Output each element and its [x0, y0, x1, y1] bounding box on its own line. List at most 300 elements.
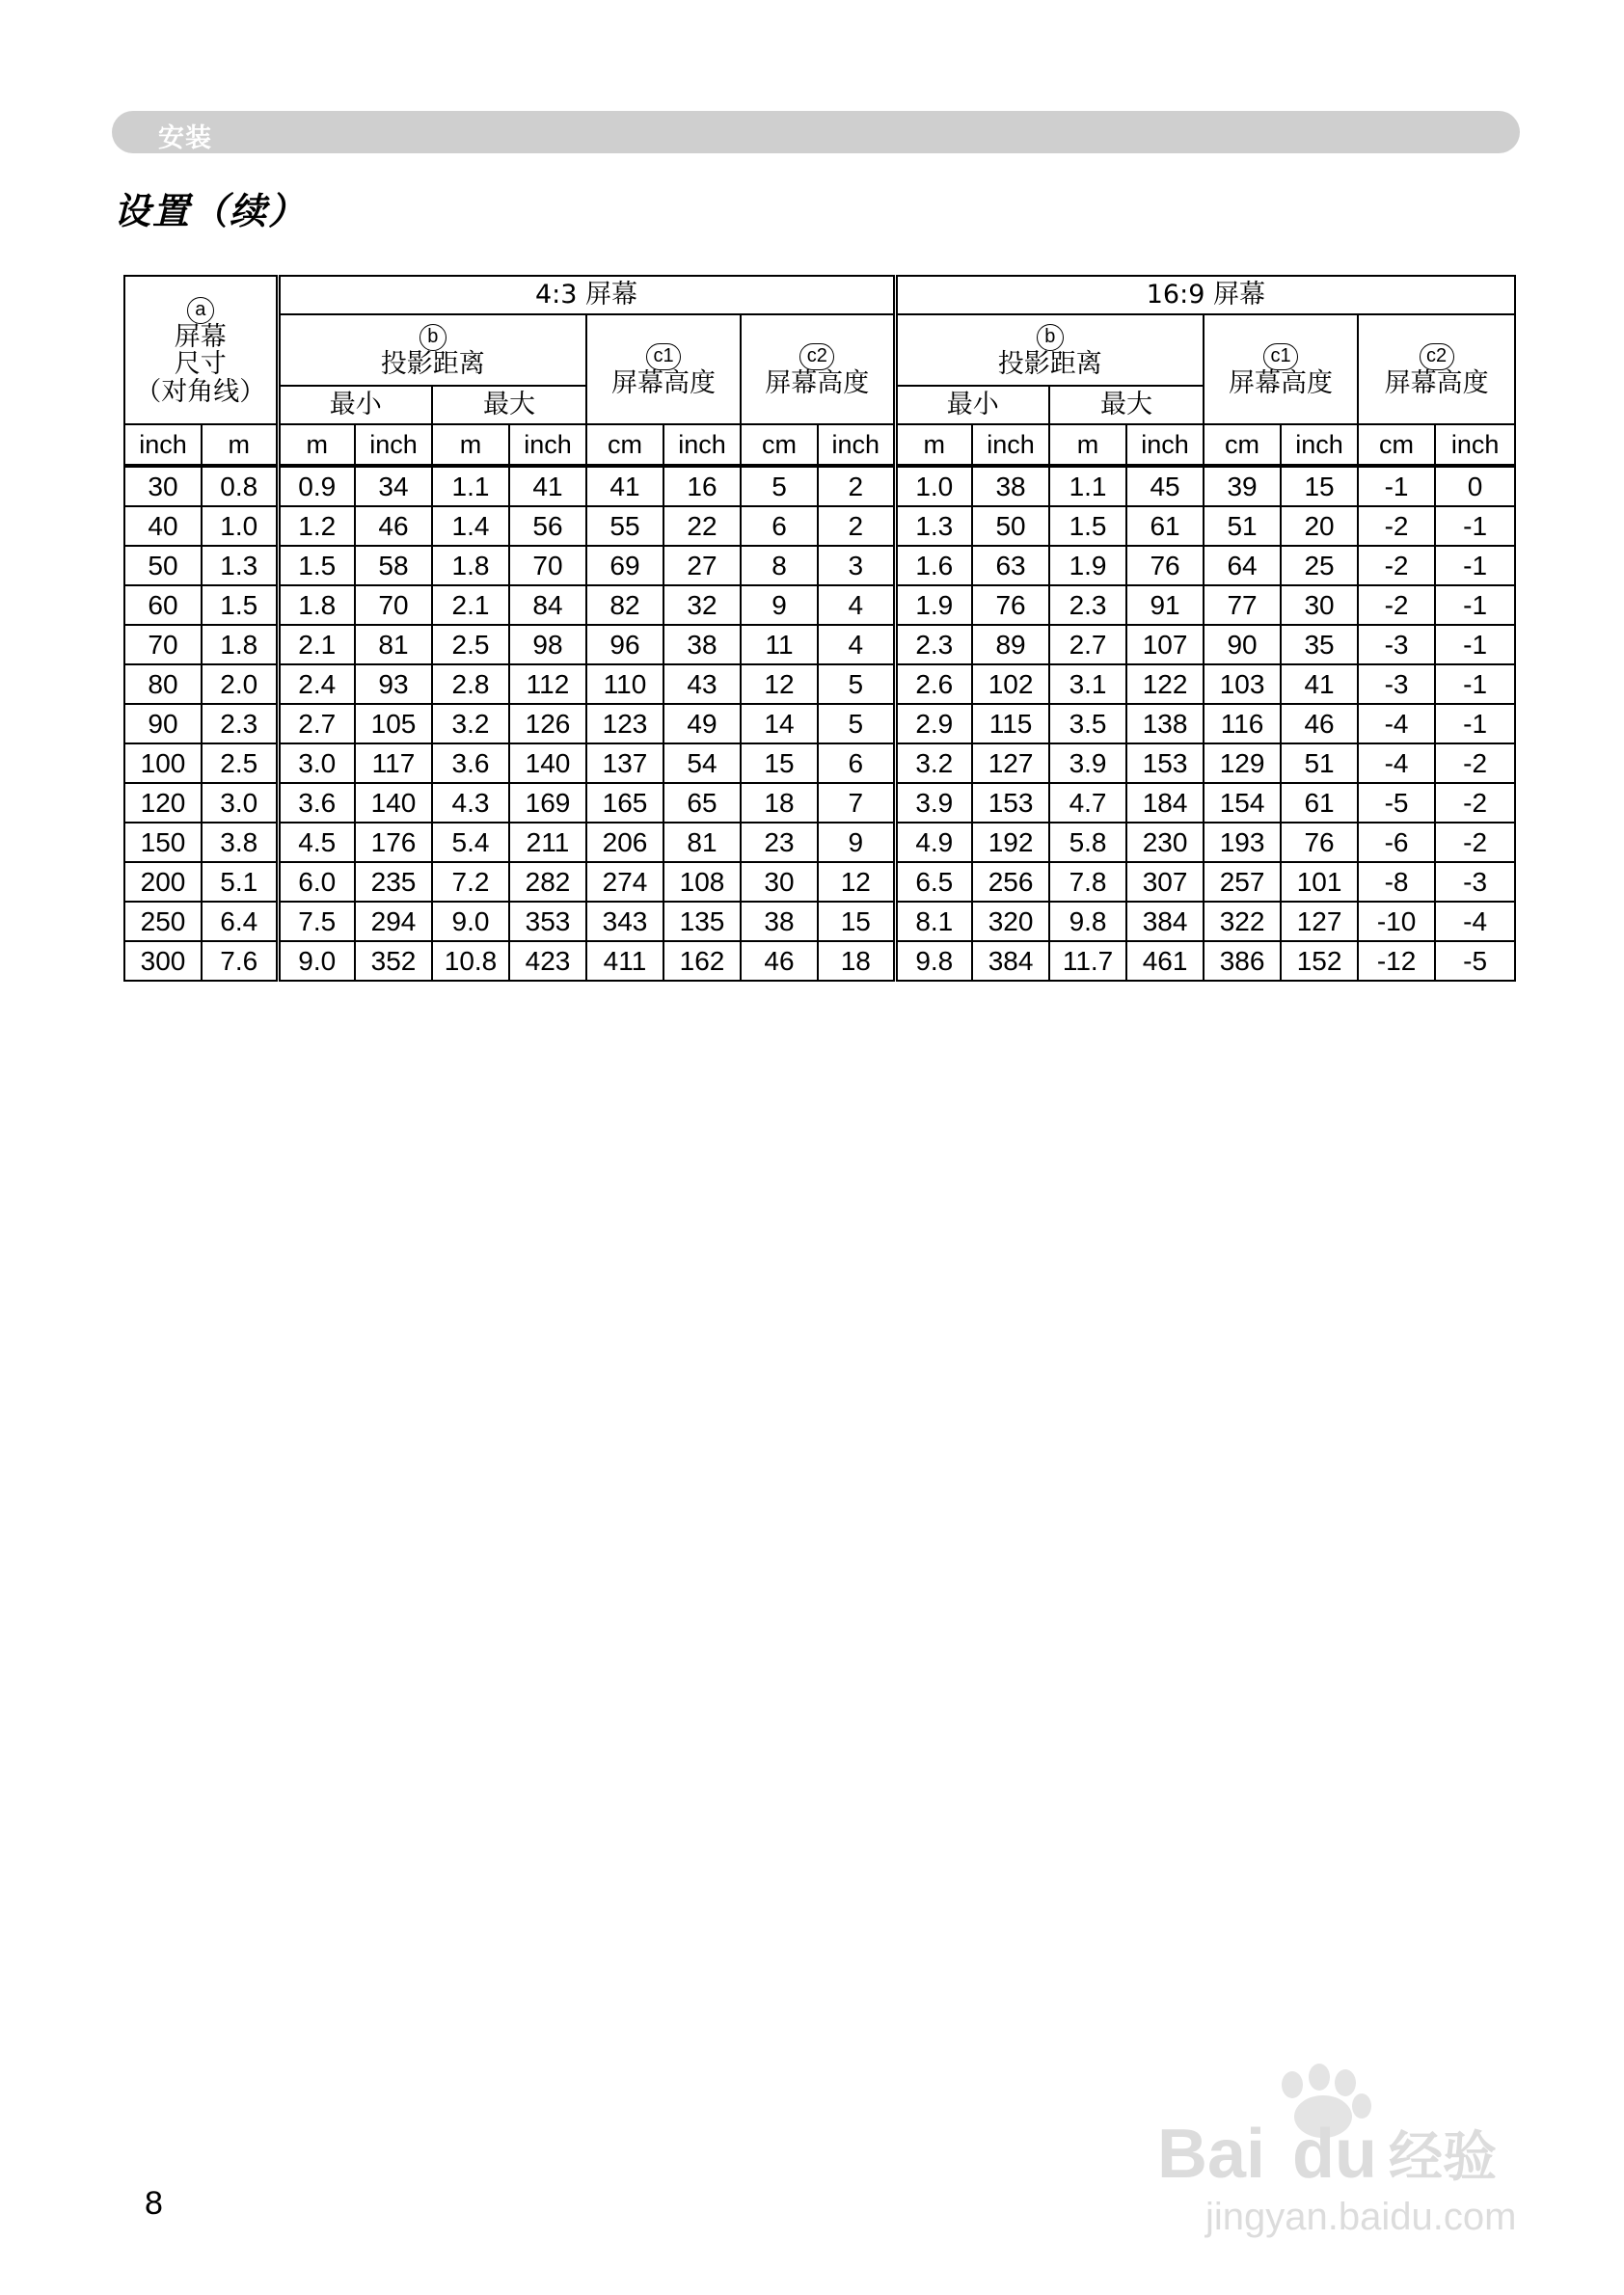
table-cell: 135 — [663, 902, 741, 941]
unit-cell: inch — [1126, 424, 1204, 466]
g169-c2-label: 屏幕高度 — [1384, 368, 1489, 399]
table-cell: 3.6 — [432, 743, 509, 783]
table-cell: -1 — [1435, 625, 1515, 664]
table-cell: 127 — [1281, 902, 1358, 941]
table-row — [124, 466, 1515, 506]
table-cell: 352 — [355, 941, 432, 981]
table-cell: 153 — [972, 783, 1049, 823]
table-cell: 2.1 — [432, 585, 509, 625]
marker-c2: c2 — [799, 343, 834, 370]
table-cell: 30 — [741, 862, 818, 902]
table-cell: 32 — [663, 585, 741, 625]
table-cell: 70 — [355, 585, 432, 625]
table-cell: -1 — [1435, 704, 1515, 743]
table-cell: 384 — [1126, 902, 1204, 941]
table-cell: 22 — [663, 506, 741, 546]
table-cell: 5 — [741, 466, 818, 506]
table-cell: 4 — [818, 625, 895, 664]
table-cell: 98 — [509, 625, 586, 664]
table-cell: 4.9 — [895, 823, 972, 862]
table-cell: 25 — [1281, 546, 1358, 585]
table-cell: 138 — [1126, 704, 1204, 743]
table-cell: 411 — [586, 941, 663, 981]
table-cell: 2 — [818, 466, 895, 506]
table-cell: 162 — [663, 941, 741, 981]
table-cell: 384 — [972, 941, 1049, 981]
table-cell: 3 — [818, 546, 895, 585]
table-cell: 91 — [1126, 585, 1204, 625]
table-cell: 9.0 — [278, 941, 355, 981]
table-cell: 5.4 — [432, 823, 509, 862]
g43-distance-label: 投影距离 — [380, 349, 485, 380]
table-cell: 300 — [124, 941, 202, 981]
table-cell: 39 — [1204, 466, 1281, 506]
table-cell: 1.9 — [895, 585, 972, 625]
g43-c1-header — [586, 314, 741, 424]
table-cell: 108 — [663, 862, 741, 902]
table-cell: 81 — [663, 823, 741, 862]
table-cell: 150 — [124, 823, 202, 862]
table-cell: 9 — [741, 585, 818, 625]
table-row — [124, 941, 1515, 981]
table-cell: 274 — [586, 862, 663, 902]
table-cell: 15 — [818, 902, 895, 941]
g169-c1-label: 屏幕高度 — [1229, 368, 1334, 399]
table-cell: -3 — [1358, 625, 1435, 664]
table-cell: -2 — [1358, 506, 1435, 546]
table-cell: 1.6 — [895, 546, 972, 585]
g43-c2-label: 屏幕高度 — [765, 368, 870, 399]
table-cell: 61 — [1281, 783, 1358, 823]
table-cell: 96 — [586, 625, 663, 664]
table-cell: 2.9 — [895, 704, 972, 743]
unit-cell: m — [432, 424, 509, 466]
table-cell: 12 — [741, 664, 818, 704]
table-row — [124, 585, 1515, 625]
table-cell: -5 — [1435, 941, 1515, 981]
table-cell: 2.3 — [202, 704, 278, 743]
table-cell: 250 — [124, 902, 202, 941]
table-cell: 122 — [1126, 664, 1204, 704]
table-cell: 93 — [355, 664, 432, 704]
table-cell: 2.0 — [202, 664, 278, 704]
group-16-9-title: 16:9 屏幕 — [895, 276, 1515, 314]
table-cell: 18 — [741, 783, 818, 823]
table-cell: 140 — [509, 743, 586, 783]
table-cell: 55 — [586, 506, 663, 546]
table-cell: 9.8 — [1049, 902, 1126, 941]
watermark-url: jingyan.baidu.com — [1205, 2196, 1517, 2238]
table-cell: 40 — [124, 506, 202, 546]
table-cell: 30 — [1281, 585, 1358, 625]
group-4-3-title: 4:3 屏幕 — [278, 276, 895, 314]
table-cell: 9.0 — [432, 902, 509, 941]
table-cell: 152 — [1281, 941, 1358, 981]
table-cell: 6 — [818, 743, 895, 783]
table-cell: 5.8 — [1049, 823, 1126, 862]
table-cell: -1 — [1358, 466, 1435, 506]
table-cell: 8.1 — [895, 902, 972, 941]
unit-cell: inch — [663, 424, 741, 466]
table-cell: 386 — [1204, 941, 1281, 981]
table-cell: 1.9 — [1049, 546, 1126, 585]
table-cell: 1.5 — [202, 585, 278, 625]
table-cell: 10.8 — [432, 941, 509, 981]
svg-text:du: du — [1292, 2116, 1377, 2193]
table-cell: 1.3 — [202, 546, 278, 585]
table-cell: 102 — [972, 664, 1049, 704]
table-cell: 50 — [972, 506, 1049, 546]
unit-cell: inch — [355, 424, 432, 466]
table-cell: 18 — [818, 941, 895, 981]
table-cell: -4 — [1435, 902, 1515, 941]
table-cell: 282 — [509, 862, 586, 902]
table-cell: 2.7 — [1049, 625, 1126, 664]
table-cell: 3.2 — [432, 704, 509, 743]
table-cell: 64 — [1204, 546, 1281, 585]
unit-cell: m — [278, 424, 355, 466]
table-cell: 423 — [509, 941, 586, 981]
table-row — [124, 704, 1515, 743]
table-cell: 50 — [124, 546, 202, 585]
table-row — [124, 546, 1515, 585]
table-cell: 320 — [972, 902, 1049, 941]
table-cell: 15 — [741, 743, 818, 783]
table-cell: 120 — [124, 783, 202, 823]
table-cell: 80 — [124, 664, 202, 704]
table-cell: 76 — [1281, 823, 1358, 862]
table-cell: 5.1 — [202, 862, 278, 902]
table-cell: 23 — [741, 823, 818, 862]
table-cell: 1.4 — [432, 506, 509, 546]
table-cell: -3 — [1435, 862, 1515, 902]
table-cell: 307 — [1126, 862, 1204, 902]
table-cell: -2 — [1435, 743, 1515, 783]
table-cell: 3.9 — [1049, 743, 1126, 783]
unit-cell: inch — [972, 424, 1049, 466]
g43-c2-header — [741, 314, 895, 424]
table-cell: 69 — [586, 546, 663, 585]
marker-b: b — [1037, 324, 1064, 351]
table-row — [124, 664, 1515, 704]
table-cell: 184 — [1126, 783, 1204, 823]
table-cell: 63 — [972, 546, 1049, 585]
table-cell: 6.5 — [895, 862, 972, 902]
table-cell: -10 — [1358, 902, 1435, 941]
table-cell: 3.9 — [895, 783, 972, 823]
section-label: 安装 — [158, 123, 212, 153]
unit-cell: inch — [124, 424, 202, 466]
table-cell: 12 — [818, 862, 895, 902]
table-cell: 4.7 — [1049, 783, 1126, 823]
table-cell: 1.2 — [278, 506, 355, 546]
screen-size-header — [124, 276, 278, 424]
screen-size-label-1: 屏幕 — [174, 321, 227, 352]
screen-size-label-2: 尺寸 — [174, 349, 227, 380]
table-cell: 43 — [663, 664, 741, 704]
table-cell: 1.3 — [895, 506, 972, 546]
section-header-bar — [112, 111, 1520, 153]
table-cell: 169 — [509, 783, 586, 823]
table-cell: 103 — [1204, 664, 1281, 704]
table-cell: -1 — [1435, 664, 1515, 704]
table-cell: 2.3 — [1049, 585, 1126, 625]
table-cell: 82 — [586, 585, 663, 625]
table-cell: -8 — [1358, 862, 1435, 902]
table-cell: 6 — [741, 506, 818, 546]
table-cell: 110 — [586, 664, 663, 704]
table-cell: 2.7 — [278, 704, 355, 743]
table-cell: 61 — [1126, 506, 1204, 546]
table-cell: 1.8 — [202, 625, 278, 664]
table-cell: 89 — [972, 625, 1049, 664]
table-cell: 2.6 — [895, 664, 972, 704]
table-cell: 3.0 — [202, 783, 278, 823]
table-cell: 3.2 — [895, 743, 972, 783]
table-cell: 70 — [124, 625, 202, 664]
table-cell: 4.5 — [278, 823, 355, 862]
unit-cell: cm — [586, 424, 663, 466]
table-cell: 193 — [1204, 823, 1281, 862]
table-cell: 3.6 — [278, 783, 355, 823]
table-cell: -1 — [1435, 506, 1515, 546]
table-cell: 54 — [663, 743, 741, 783]
table-cell: -2 — [1435, 823, 1515, 862]
table-cell: 7 — [818, 783, 895, 823]
table-cell: 211 — [509, 823, 586, 862]
table-cell: 9.8 — [895, 941, 972, 981]
table-cell: 65 — [663, 783, 741, 823]
table-cell: 117 — [355, 743, 432, 783]
table-cell: 230 — [1126, 823, 1204, 862]
unit-row — [124, 424, 1515, 466]
table-cell: 1.5 — [278, 546, 355, 585]
table-cell: -4 — [1358, 743, 1435, 783]
table-cell: 116 — [1204, 704, 1281, 743]
unit-cell: inch — [1435, 424, 1515, 466]
table-row — [124, 862, 1515, 902]
table-cell: 20 — [1281, 506, 1358, 546]
paw-logo-icon — [1148, 2064, 1553, 2247]
table-cell: 38 — [663, 625, 741, 664]
table-cell: 257 — [1204, 862, 1281, 902]
marker-c1: c1 — [646, 343, 681, 370]
table-cell: 45 — [1126, 466, 1204, 506]
table-cell: 2.1 — [278, 625, 355, 664]
unit-cell: m — [895, 424, 972, 466]
table-cell: 165 — [586, 783, 663, 823]
table-cell: 1.1 — [432, 466, 509, 506]
table-cell: 34 — [355, 466, 432, 506]
table-cell: 137 — [586, 743, 663, 783]
table-cell: 1.8 — [432, 546, 509, 585]
table-cell: 154 — [1204, 783, 1281, 823]
table-cell: 2.5 — [432, 625, 509, 664]
table-cell: 206 — [586, 823, 663, 862]
table-cell: 7.6 — [202, 941, 278, 981]
table-cell: 51 — [1204, 506, 1281, 546]
table-cell: 58 — [355, 546, 432, 585]
table-cell: 322 — [1204, 902, 1281, 941]
table-body — [124, 424, 1515, 981]
table-cell: 30 — [124, 466, 202, 506]
table-cell: 15 — [1281, 466, 1358, 506]
table-row — [124, 625, 1515, 664]
marker-c1: c1 — [1263, 343, 1298, 370]
table-cell: 46 — [355, 506, 432, 546]
table-cell: 3.1 — [1049, 664, 1126, 704]
table-cell: 115 — [972, 704, 1049, 743]
table-cell: 35 — [1281, 625, 1358, 664]
g43-min-header: 最小 — [278, 386, 432, 424]
table-cell: 0.9 — [278, 466, 355, 506]
unit-cell: inch — [509, 424, 586, 466]
table-cell: 51 — [1281, 743, 1358, 783]
screen-size-label-3: （对角线） — [135, 376, 266, 407]
marker-c2: c2 — [1420, 343, 1454, 370]
table-cell: 129 — [1204, 743, 1281, 783]
g169-distance-header — [895, 314, 1204, 386]
table-row — [124, 743, 1515, 783]
page-number: 8 — [145, 2185, 163, 2222]
table-cell: 5 — [818, 664, 895, 704]
g169-max-header: 最大 — [1049, 386, 1204, 424]
unit-cell: inch — [1281, 424, 1358, 466]
table-cell: 126 — [509, 704, 586, 743]
table-cell: 101 — [1281, 862, 1358, 902]
g43-max-header: 最大 — [432, 386, 586, 424]
unit-cell: inch — [818, 424, 895, 466]
table-cell: 235 — [355, 862, 432, 902]
table-cell: -5 — [1358, 783, 1435, 823]
svg-text:经验: 经验 — [1389, 2126, 1497, 2189]
projection-spec-table — [123, 275, 1516, 982]
baidu-jingyan-watermark — [1148, 2064, 1553, 2247]
table-cell: 353 — [509, 902, 586, 941]
unit-cell: m — [202, 424, 278, 466]
table-cell: 200 — [124, 862, 202, 902]
page-title: 设置（续） — [114, 190, 308, 232]
table-cell: 100 — [124, 743, 202, 783]
table-cell: 3.8 — [202, 823, 278, 862]
table-cell: 41 — [509, 466, 586, 506]
table-cell: 294 — [355, 902, 432, 941]
table-cell: 11.7 — [1049, 941, 1126, 981]
unit-cell: cm — [1204, 424, 1281, 466]
table-cell: 38 — [972, 466, 1049, 506]
table-cell: 0.8 — [202, 466, 278, 506]
table-cell: 60 — [124, 585, 202, 625]
table-cell: 112 — [509, 664, 586, 704]
table-cell: 4 — [818, 585, 895, 625]
table-cell: 105 — [355, 704, 432, 743]
table-cell: 6.0 — [278, 862, 355, 902]
table-cell: -12 — [1358, 941, 1435, 981]
table-cell: 16 — [663, 466, 741, 506]
table-cell: 256 — [972, 862, 1049, 902]
table-cell: 4.3 — [432, 783, 509, 823]
table-row — [124, 783, 1515, 823]
marker-a: a — [187, 297, 214, 324]
table-cell: -2 — [1358, 546, 1435, 585]
table-row — [124, 902, 1515, 941]
table-cell: 90 — [124, 704, 202, 743]
table-cell: 76 — [1126, 546, 1204, 585]
table-cell: 1.0 — [895, 466, 972, 506]
table-cell: 11 — [741, 625, 818, 664]
table-cell: 7.5 — [278, 902, 355, 941]
table-cell: 2.5 — [202, 743, 278, 783]
table-cell: 9 — [818, 823, 895, 862]
table-cell: 0 — [1435, 466, 1515, 506]
table-cell: 192 — [972, 823, 1049, 862]
g169-distance-label: 投影距离 — [997, 349, 1102, 380]
table-cell: -3 — [1358, 664, 1435, 704]
table-cell: -1 — [1435, 585, 1515, 625]
table-cell: 1.0 — [202, 506, 278, 546]
table-cell: 2.4 — [278, 664, 355, 704]
unit-cell: cm — [1358, 424, 1435, 466]
table-cell: -4 — [1358, 704, 1435, 743]
table-cell: 1.5 — [1049, 506, 1126, 546]
table-cell: 8 — [741, 546, 818, 585]
table-cell: 3.5 — [1049, 704, 1126, 743]
table-cell: 81 — [355, 625, 432, 664]
table-cell: 5 — [818, 704, 895, 743]
table-cell: 140 — [355, 783, 432, 823]
table-cell: 1.8 — [278, 585, 355, 625]
table-cell: 343 — [586, 902, 663, 941]
table-row — [124, 506, 1515, 546]
table-cell: 76 — [972, 585, 1049, 625]
watermark-brand: Bai — [1157, 2116, 1266, 2193]
table-cell: 1.1 — [1049, 466, 1126, 506]
g169-c1-header — [1204, 314, 1358, 424]
table-cell: 127 — [972, 743, 1049, 783]
table-cell: 2.3 — [895, 625, 972, 664]
g43-c1-label: 屏幕高度 — [611, 368, 716, 399]
table-cell: 3.0 — [278, 743, 355, 783]
table-cell: 77 — [1204, 585, 1281, 625]
table-cell: 7.8 — [1049, 862, 1126, 902]
table-cell: 176 — [355, 823, 432, 862]
table-cell: -1 — [1435, 546, 1515, 585]
table-cell: 49 — [663, 704, 741, 743]
g169-c2-header — [1358, 314, 1515, 424]
table-cell: 70 — [509, 546, 586, 585]
table-cell: 27 — [663, 546, 741, 585]
table-cell: 41 — [586, 466, 663, 506]
table-cell: -6 — [1358, 823, 1435, 862]
table-cell: 153 — [1126, 743, 1204, 783]
table-cell: 38 — [741, 902, 818, 941]
table-cell: -2 — [1435, 783, 1515, 823]
table-cell: 46 — [741, 941, 818, 981]
table-cell: 84 — [509, 585, 586, 625]
unit-cell: m — [1049, 424, 1126, 466]
table-cell: 41 — [1281, 664, 1358, 704]
g169-min-header: 最小 — [895, 386, 1049, 424]
table-cell: 6.4 — [202, 902, 278, 941]
table-cell: 14 — [741, 704, 818, 743]
marker-b: b — [420, 324, 447, 351]
g43-distance-header — [278, 314, 586, 386]
table-row — [124, 823, 1515, 862]
unit-cell: cm — [741, 424, 818, 466]
table-cell: 2 — [818, 506, 895, 546]
table-cell: -2 — [1358, 585, 1435, 625]
table-cell: 46 — [1281, 704, 1358, 743]
